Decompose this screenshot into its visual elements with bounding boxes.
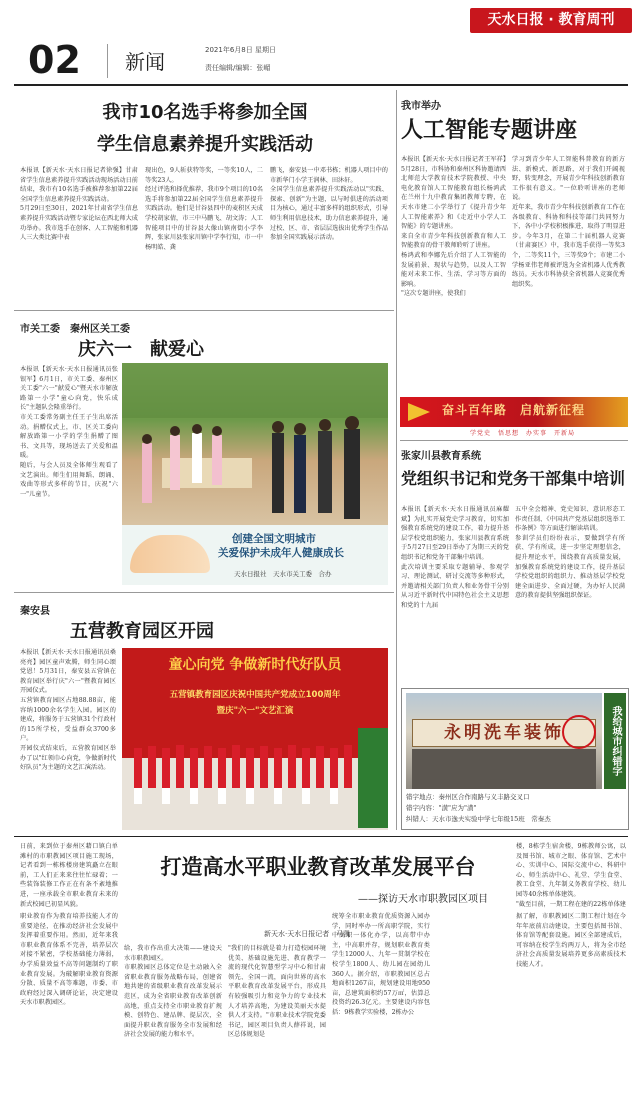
masthead-rule [14,84,628,86]
a4-photo-arc: 童心向党 争做新时代好队员 [168,657,342,673]
a1-col3: 鹏飞，秦安县一中邓书栋；机器人项目中的市新华门小学王润林、田沐轩。 全国学生信息素养提升实践活动以"实践、探索、创新"为主题，以与时俱进的活动项目为核心，通过丰富多样的组织形式，引导师生利用信息技术，助力信息素养提升，通过校、区、市、省层层选拔出优秀学生作品参加全国实践展示活动。 [270,167,388,242]
a7-title: 打造高水平职业教育改革发展平台 [160,855,476,879]
a7-bottom-c3: "我们的目标就是着力打造校园环境优美、基础设施先进、教育教学一流的现代化智慧型学习中心和甘肃领先、全国一流，面向世界的高水平职业教育改革发展平台，形成具有较强吸引力和竞争力的专业技术人才培养高地，为建设美丽天水提供人才支持。"市职业技术学院党委书记，园区项目负责人薛祥说，园区总体规划是 [228,945,326,1039]
page-number: 02 [28,38,81,82]
a7-subtitle: ——探访天水市职教园区项目 [358,894,488,905]
a7-byline: 新天水·天水日报记者 马凯 [264,930,351,938]
a6-caption1: 错字地点：秦州区合作南路与义丰路交叉口 [406,793,530,801]
a6-caption2: 错字内容："潢"应为"潢" [406,804,477,812]
a7-bottom-c5: 据了解，市职教园区二期工程计划在今年年底前启动建设，主要包括图书馆、体育馆等配套设施。园区全部建成后，可容纳在校学生约两万人，将为全市经济社会高质量发展培养更多高素质技术技能人才。 [516,913,626,968]
a2-col1: 本报讯【新天水·天水日报记者王军祥】5月28日，市科协和秦州区科协邀请西北师范大学教育技术学院教授、中央电化教育馆人工智能教育组长杨鸿武在兰州十九中教育集团教师专聘，在天水市建二小学举行了《提升青少年人工智能素养》和《走近中小学人工智能》的专题讲座。 来自全市青少年科技创新教育和人工智能教育的骨干教师聆听了讲座。 杨鸿武和李娜先后介绍了人工智能的发展前景、现状与趋势，以及人工智能对未来工作、生活、学习等方面的影响。 "这次专题讲座，使我们 [401,156,506,298]
a3-kicker: 市关工委 秦州区关工委 [20,324,130,335]
issue-date: 2021年6月8日 星期日 [205,46,276,54]
banner-subtitle: 学党史 悟思想 办实事 开新局 [470,430,576,437]
editor-credit: 责任编辑/编辑：张嵋 [205,64,271,72]
a3-banner-line1: 创建全国文明城市 [232,533,316,545]
a7-top-rule [14,836,628,837]
a4-title: 五营教育园区开园 [70,621,214,642]
a6-side-tab [604,693,626,789]
a3-body: 本报讯【新天水·天水日报通讯员张银军】6月1日，市关工委、秦州区关工委"六一"献爱心"暨天水市解放路第一小学"童心向党，快乐成长"主题队会隆重举行。 市关工委常务副主任王子生出席活动。捐赠仪式上，市、区关工委向解放路第一小学的学生捐赠了图书、文具等，现场送去了关爱和温暖。 随后，与会人员及全体师生观看了文艺演出。师生们用舞蹈、朗诵、戏曲等形式多样的节目，庆祝"六一"儿童节。 [20,366,118,498]
a2-col2: 学习到青少年人工智能科普教育的新方法、新模式、新思路，对于我们开阔视野，转变理念，开展青少年科技创新教育工作很有意义。"一位聆听讲座的老师说。 近年来，我市青少年科技创新教育工作在各级教育、科协和科技等部门共同努力下，各中小学校积极推进，取得了明显进步。今年3月，在第二十届机器人竞赛（甘肃赛区）中，我市选手获得一等奖3个，二等奖11个，三等奖9个；市建二小学杨亚伟老师被评选为全省机器人优秀教练员。天水市科协获全省机器人竞赛优秀组织奖。 [512,156,625,288]
a5-col1: 本报讯【新天水·天水日报通讯员麻耀斌】为扎实开展党史学习教育，切实加强教育系统党的建设工作，着力提升基层学校党组织能力，张家川县教育系统于5月27日至29日举办了为期三天的党组织书记和党务干部集中培训。 此次培训主要采取专题辅导、参观学习、理论测试、研讨交流等多种形式，并邀请相关部门负责人和业务骨干分别从习近平新时代中国特色社会主义思想和党的十九届 [401,506,509,609]
a4-body: 本报讯【新天水·天水日报通讯员桑亮亮】园区童声欢腾，师生同心颂党恩！5月31日，秦安县五营镇在教育园区举行庆"六一"暨教育园区开园仪式。 五营镇教育园区占地88.88亩，能容纳1000余名学生入园。园区的建成，将服务于五营镇31个行政村的15所学校，受益群众3700多户。 开园仪式结束后，五营教育园区举办了以"红领巾心向党，争做新时代好队员"为主题的文艺汇演活动。 [20,649,116,772]
a4-photo-crowd [122,648,388,830]
a7-bottom-c1: 职业教育作为教育培养技能人才的重要途径，在推动经济社会发展中发挥着重要作用。然而，近年来我市职业教育体系不完善，培养层次对接不紧密，学校基础能力薄弱，办学质量效益不高等问题制约了职业教育发展。为破解职业教育资源分散、质量不高等难题，市委、市政府经过深入调研论证，决定建设天水市职教园区。 [20,913,118,1007]
a2-kicker: 我市举办 [401,101,441,112]
a6-photo [406,693,602,789]
a3-banner-line2: 关爱保护未成年人健康成长 [218,547,344,559]
banner-title: 奋斗百年路 启航新征程 [442,403,586,417]
page-number-divider [107,44,108,78]
section-name: 新闻 [125,50,165,74]
error-circle-icon [562,715,596,749]
a3-banner [122,525,388,585]
a3-bottom-rule [14,592,394,593]
a2-title: 人工智能专题讲座 [401,118,578,143]
column-divider [396,90,397,830]
a4-kicker: 秦安县 [20,606,50,617]
a1-bottom-rule [14,310,394,311]
a5-title: 党组织书记和党务干部集中培训 [401,469,626,488]
a1-title-line2: 学生信息素养提升实践活动 [97,134,313,155]
a7-bottom-c2: 给，我市作出重大决策——建设天水市职教园区。 市职教园区总体定位是主动融入全省职业教育服务战略布局，创建省地共建的省级职业教育改革发展示范区，成为全省职业教育改革创新高地，重点支持全市职业教育扩规模、创特色、建品牌、提层次，全面提升职业教育服务全市发展和经济社会发展的能力和水平。 [124,945,222,1039]
a3-banner-credit: 天水日报社 天水市关工委 合办 [234,570,332,578]
shop-sign-text: 永明洗车装饰 [444,723,564,743]
a3-photo-scene [122,363,388,525]
a3-photo [122,363,388,525]
a7-bottom-c4: 统筹全市职业教育优质资源入园办学，同时率办一所高职学院，实行中高职一体化办学，以高带中办主，中高职并存，规划职业教育类学生12000人、九年一贯制学校在校学生1800人、幼儿园在园幼儿360人。据介绍，市职教园区总占地面积1267亩，规划建设用地950亩，总建筑面积约57万㎡，估算总投资约26.3亿元。主要建设内容包括：9栋教学实验楼，2栋办公 [332,913,430,1016]
a1-col1: 本报讯【新天水·天水日报记者徐强】甘肃省学生信息素养提升实践活动现场活动日前结束，我市有10名选手被推荐参加第22届全国学生信息素养提升实践活动。 5月29日至30日，2021年甘肃省学生信息素养提升实践活动暨专家论坛在西北师大成功举办。我市选手在创客、人工智能和机器人三大类比赛中表 [20,167,138,242]
party-banner [400,397,628,427]
a5-col2: 五中全会精神、党史知识、意识形态工作责任制、《中国共产党基层组织选举工作条例》等方面进行解读培训。 参训学员们纷纷表示，要做到学有所获、学有所成，进一步坚定理想信念，提升理论水平，围绕教育高质量发展，加强教育系统党的建设工作，提升基层学校党组织的组织力、推动基层学校党建全面进步、全面过硬，为办好人民满意的教育提供坚强组织保证。 [515,506,625,600]
a7-top-left: 日前，来到位于秦州区藉口镇白单滩村的市职教园区项目施工现场，记者看到一栋栋楼房建筑矗立在眼前，工人们正来来往往忙碌着；一些装饰装修工作正在有条不紊地推进，一座承载全市职业教育未来的新式校园已初显风貌。 [20,843,118,908]
a1-title-line1: 我市10名选手将参加全国 [102,102,308,123]
a5-kicker: 张家川县教育系统 [401,451,481,462]
a4-photo-sign1: 五营镇教育园区庆祝中国共产党成立100周年 [169,690,341,700]
a3-title: 庆六一 献爱心 [78,339,204,360]
a4-photo [122,648,388,830]
banner-flag-icon [408,403,430,421]
a4-photo-sign2: 暨庆"六一"文艺汇演 [216,706,294,716]
a2-bottom-rule [400,440,628,441]
a6-caption3: 纠错人：天水市逸夫实验中学七年级15班 常秦杰 [406,815,551,823]
a7-top-right: 楼，8栋学生宿舍楼，9栋教师公寓，以及图书馆、城市之眼、体育馆、艺术中心、实训中心、国际交流中心、科研中心、师生活动中心、礼堂、学生食堂、教工食堂、九年制义务教育学校、幼儿园等40余栋单体建筑。 "截至目前，一期工程在建的22栋单体建 [516,843,626,908]
hands-heart-icon [130,535,210,573]
brand-tab [470,8,632,33]
brand-title: 天水日报 · 教育周刊 [487,12,615,28]
a1-col2: 现出色，9人斩获特等奖，一等奖10人，二等奖23人。 经过评选和择优推荐，我市9个项目的10名选手将参加第22届全国学生信息素养提升实践活动。他们是甘谷县四中的麦积区天成学校胡家倩，市三中马鹏飞、胡文涛；人工智能项目中的甘谷县大像山镇南街小学李辉，张家川县张家川镇中学李行知，市一中杨明皓、龚 [145,167,263,251]
a6-side-label: 我给城市纠错字 [610,706,621,776]
shop-front [412,749,596,789]
